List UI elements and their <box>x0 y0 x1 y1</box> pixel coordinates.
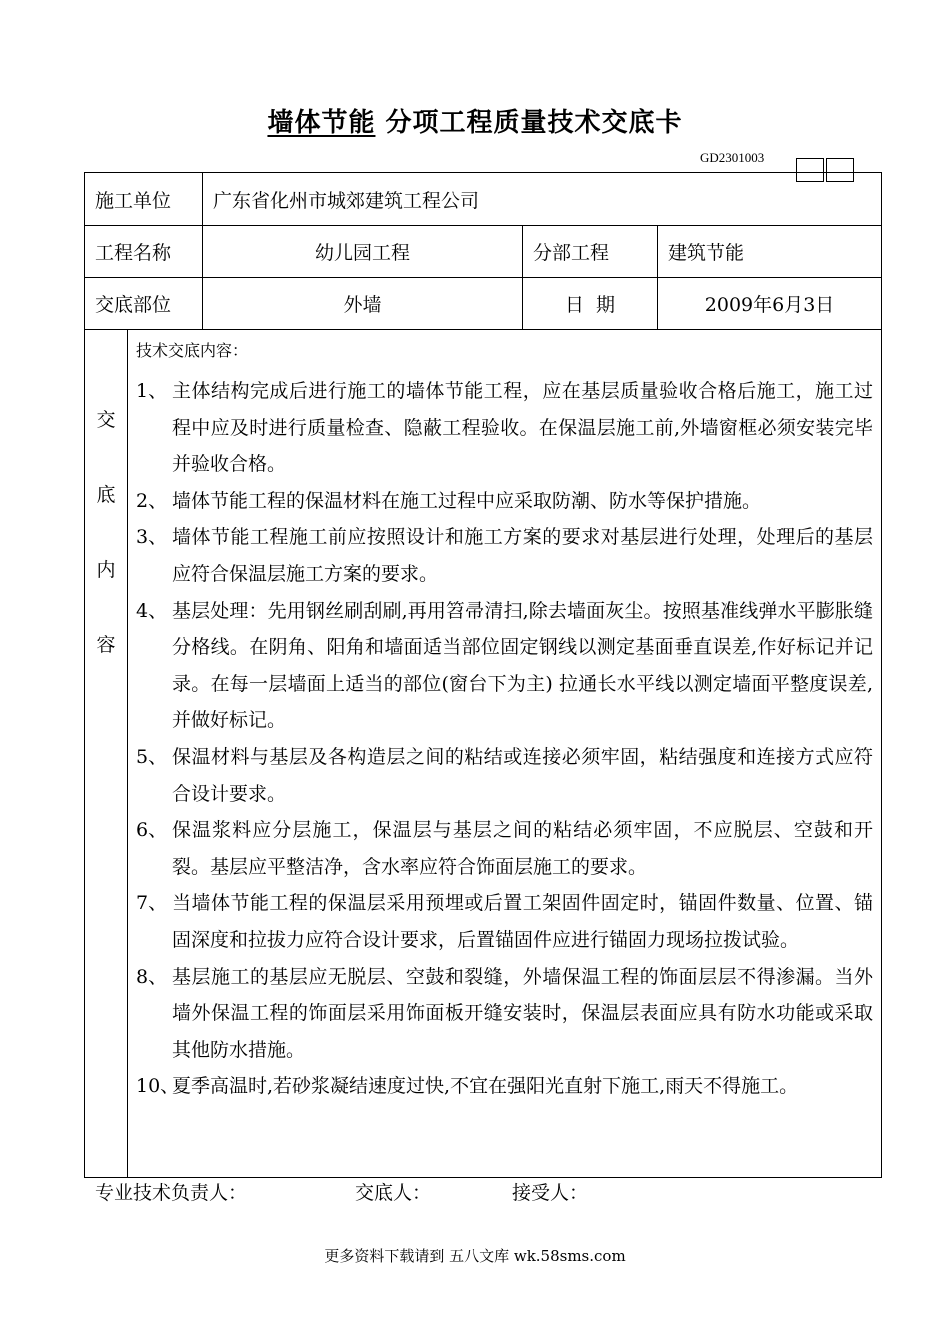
receiver-label: 接受人： <box>512 1182 589 1204</box>
unit-label: 施工单位 <box>85 173 203 226</box>
side-char: 底 <box>96 484 116 506</box>
download-note: 更多资料下载请到 五八文库 wk.58sms.com <box>324 1247 626 1265</box>
list-item: 3、 墙体节能工程施工前应按照设计和施工方案的要求对基层进行处理，处理后的基层应符合保温层施工方案的要求。 <box>136 526 874 585</box>
list-item: 10、 夏季高温时,若砂浆凝结速度过快,不宜在强阳光直射下施工,雨天不得施工。 <box>136 1075 799 1098</box>
date-value: 2009年6月3日 <box>658 278 882 330</box>
side-char: 交 <box>96 409 116 431</box>
list-item: 4、 基层处理：先用钢丝刷刮刷,再用笤帚清扫,除去墙面灰尘。按照基准线弹水平膨胀缝分格线。在阴角、阳角和墙面适当部位固定钢线以测定基面垂直误差,作好标记并记录。在每一层墙面上适当的部位(窗台下为主) 拉通长水平线以测定墙面平整度误差,并做好标记。 <box>136 599 874 732</box>
date-label: 日 期 <box>523 278 658 330</box>
sub-label: 分部工程 <box>523 226 658 278</box>
content-side-label <box>85 330 128 1178</box>
part-value: 外墙 <box>203 278 523 330</box>
list-item: 5、 保温材料与基层及各构造层之间的粘结或连接必须牢固，粘结强度和连接方式应符合设计要求。 <box>136 745 874 805</box>
side-char: 容 <box>96 634 116 656</box>
list-item: 2、 墙体节能工程的保温材料在施工过程中应采取防潮、防水等保护措施。 <box>136 489 762 512</box>
project-label: 工程名称 <box>85 226 203 278</box>
list-item: 7、 当墙体节能工程的保温层采用预埋或后置工架固件固定时，锚固件数量、位置、锚固深度和拉拔力应符合设计要求，后置锚固件应进行锚固力现场拉拨试验。 <box>136 892 874 951</box>
unit-value: 广东省化州市城郊建筑工程公司 <box>203 173 882 226</box>
project-value: 幼儿园工程 <box>203 226 523 278</box>
content-heading: 技术交底内容： <box>136 341 249 360</box>
list-item: 8、 基层施工的基层应无脱层、空鼓和裂缝，外墙保温工程的饰面层层不得渗漏。当外墙外保温工程的饰面层采用饰面板开缝安装时，保温层表面应具有防水功能或采取其他防水措施。 <box>136 965 874 1061</box>
page-title <box>0 102 950 139</box>
content-cell <box>128 330 882 1178</box>
title-underlined: 墙体节能 <box>267 108 376 138</box>
list-item: 1、 主体结构完成后进行施工的墙体节能工程，应在基层质量验收合格后施工，施工过程中应及时进行质量检查、隐蔽工程验收。在保温层施工前,外墙窗框必须安装完毕并验收合格。 <box>136 380 874 476</box>
tech-lead-label: 专业技术负责人： <box>95 1182 248 1204</box>
part-label: 交底部位 <box>85 278 203 330</box>
list-item: 6、 保温浆料应分层施工，保温层与基层之间的粘结必须牢固，不应脱层、空鼓和开裂。基层应平整洁净，含水率应符合饰面层施工的要求。 <box>136 819 874 878</box>
document-code: GD2301003 <box>700 150 765 165</box>
side-char: 内 <box>96 559 116 581</box>
disclosure-table <box>84 172 882 1178</box>
discloser-label: 交底人： <box>355 1182 432 1204</box>
sub-value: 建筑节能 <box>658 226 882 278</box>
title-rest: 分项工程质量技术交底卡 <box>385 108 683 138</box>
